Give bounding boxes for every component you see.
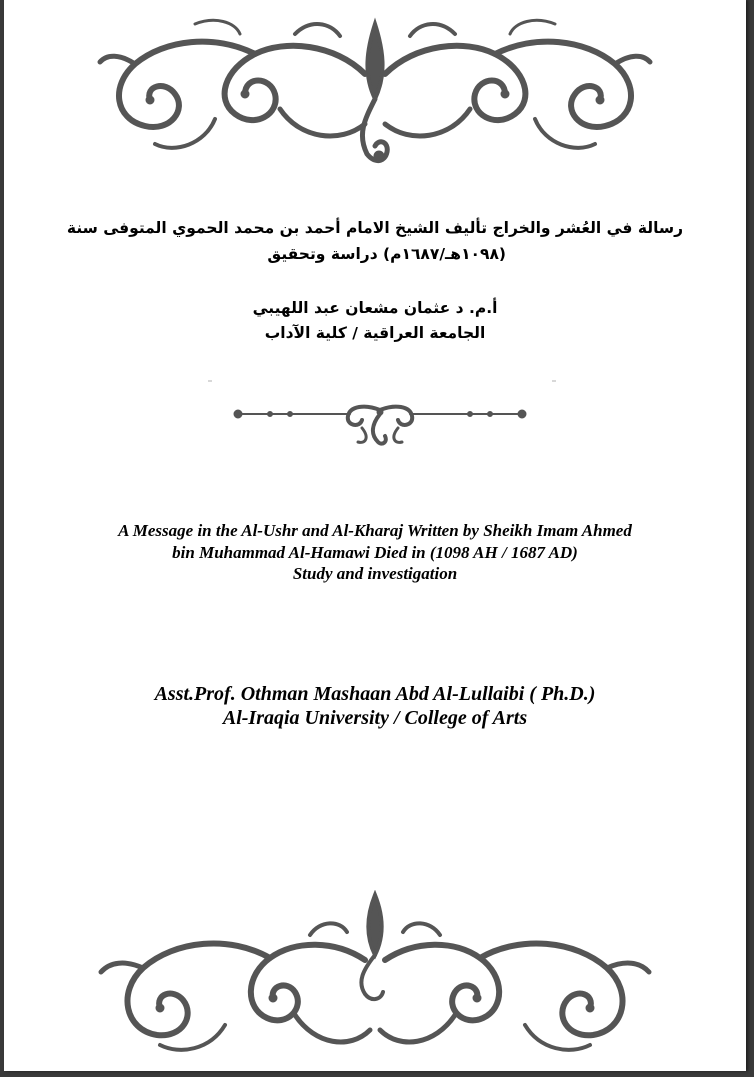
arabic-title-line-2: (١٠٩٨هـ/١٦٨٧م) دراسة وتحقيق xyxy=(267,245,506,263)
english-author-name: Asst.Prof. Othman Mashaan Abd Al-Lullaibi ( Ph.D.) xyxy=(154,683,596,705)
bottom-flourish-ornament-icon xyxy=(95,890,655,1060)
document-page xyxy=(4,0,746,1071)
arabic-affiliation: الجامعة العراقية / كلية الآداب xyxy=(264,324,486,342)
faint-mark-left xyxy=(208,380,212,382)
english-title-line-1: A Message in the Al-Ushr and Al-Kharaj Written by Sheikh Imam Ahmed xyxy=(118,521,632,540)
top-flourish-ornament-icon xyxy=(95,14,655,174)
english-title-line-2: bin Muhammad Al-Hamawi Died in (1098 AH / 1687 AD) xyxy=(172,543,578,562)
divider-flourish-icon xyxy=(230,402,530,448)
faint-mark-right xyxy=(552,380,556,382)
english-title-line-3: Study and investigation xyxy=(292,564,458,583)
arabic-author-name: أ.م. د عثمان مشعان عبد اللهيبي xyxy=(252,299,498,317)
arabic-title-line-1: رسالة في العُشر والخراج تأليف الشيخ الامام أحمد بن محمد الحموي المتوفى سنة xyxy=(66,219,684,237)
english-affiliation: Al-Iraqia University / College of Arts xyxy=(222,707,528,729)
